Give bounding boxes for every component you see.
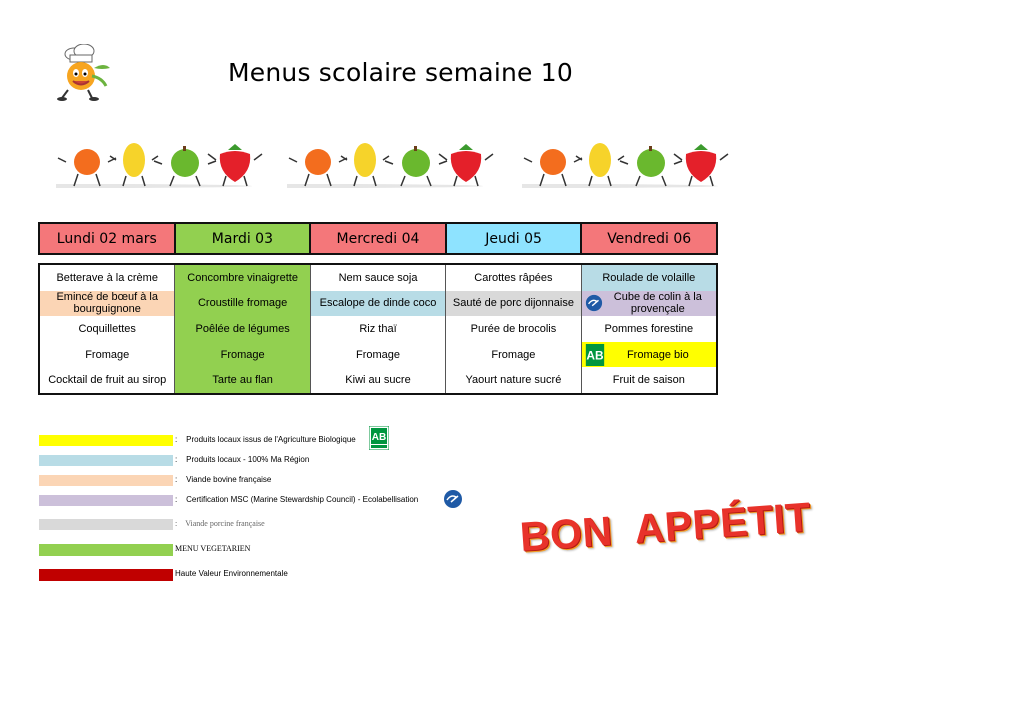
legend-swatch — [39, 519, 173, 530]
menu-cell: Carottes râpées — [446, 265, 580, 291]
menu-cell: Nem sauce soja — [311, 265, 445, 291]
dancing-fruits-illustration — [287, 140, 501, 190]
menu-column-monday — [40, 265, 175, 393]
day-header-friday: Vendredi 06 — [582, 224, 716, 253]
svg-text:AB: AB — [586, 348, 604, 363]
menu-cell: Yaourt nature sucré — [446, 367, 580, 393]
menu-cell: Cube de colin à la provençale — [582, 291, 716, 317]
menu-table — [38, 263, 718, 395]
ab-logo-icon — [369, 426, 389, 450]
legend-row-msc — [38, 495, 478, 507]
legend-row-bovine — [38, 475, 478, 487]
menu-cell: Betterave à la crème — [40, 265, 174, 291]
menu-cell: Riz thaï — [311, 316, 445, 342]
menu-cell: Pommes forestine — [582, 316, 716, 342]
day-header-row — [38, 222, 718, 255]
menu-column-friday — [582, 265, 716, 393]
menu-cell: Fromage — [311, 342, 445, 368]
legend-row-region — [38, 455, 478, 467]
legend-swatch — [39, 495, 173, 506]
menu-cell: Concombre vinaigrette — [175, 265, 309, 291]
legend-label: MENU VEGETARIEN — [175, 544, 251, 553]
legend-label: : Certification MSC (Marine Stewardship Council) - Ecolabellisation — [175, 495, 419, 504]
menu-cell: Coquillettes — [40, 316, 174, 342]
menu-cell: Roulade de volaille — [582, 265, 716, 291]
legend-row-bio — [38, 435, 478, 447]
menu-cell: Kiwi au sucre — [311, 367, 445, 393]
bon-appetit-banner: BON APPÉTIT — [518, 493, 813, 560]
msc-logo-icon — [585, 294, 603, 312]
legend-swatch — [39, 455, 173, 466]
menu-column-tuesday — [175, 265, 310, 393]
day-header-tuesday: Mardi 03 — [176, 224, 312, 253]
menu-cell: Sauté de porc dijonnaise — [446, 291, 580, 317]
menu-cell: Croustille fromage — [175, 291, 309, 317]
menu-cell: Fromage — [40, 342, 174, 368]
menu-cell: Emincé de bœuf à la bourguignone — [40, 291, 174, 317]
menu-column-wednesday — [311, 265, 446, 393]
menu-cell: Poêlée de légumes — [175, 316, 309, 342]
menu-column-thursday — [446, 265, 581, 393]
day-header-wednesday: Mercredi 04 — [311, 224, 447, 253]
menu-cell: Cocktail de fruit au sirop — [40, 367, 174, 393]
day-header-thursday: Jeudi 05 — [447, 224, 583, 253]
legend-swatch — [39, 569, 173, 581]
legend-label: : Produits locaux - 100% Ma Région — [175, 455, 310, 464]
legend-label: Haute Valeur Environnementale — [175, 569, 288, 578]
dancing-fruits-illustration — [56, 140, 270, 190]
svg-text:AB: AB — [371, 432, 387, 443]
legend-row-hve — [38, 569, 478, 581]
legend-row-porcine — [38, 519, 478, 531]
menu-cell: Escalope de dinde coco — [311, 291, 445, 317]
day-header-monday: Lundi 02 mars — [40, 224, 176, 253]
legend-label: : Viande porcine française — [175, 519, 265, 528]
dancing-fruits-illustration — [522, 140, 736, 190]
legend-label: : Viande bovine française — [175, 475, 272, 484]
legend-swatch — [39, 435, 173, 446]
menu-cell: Fromage — [175, 342, 309, 368]
menu-cell: AB Fromage bio — [582, 342, 716, 368]
legend-row-vegetarien — [38, 544, 478, 556]
menu-cell: Fruit de saison — [582, 367, 716, 393]
menu-cell: Tarte au flan — [175, 367, 309, 393]
page-title: Menus scolaire semaine 10 — [228, 58, 573, 87]
menu-cell: Fromage — [446, 342, 580, 368]
msc-logo-icon — [443, 489, 463, 509]
legend-label: : Produits locaux issus de l'Agriculture Biologique — [175, 435, 356, 444]
ab-logo-icon — [585, 344, 605, 366]
chef-orange-mascot-icon — [54, 44, 114, 104]
menu-cell: Purée de brocolis — [446, 316, 580, 342]
legend-swatch — [39, 544, 173, 556]
legend-swatch — [39, 475, 173, 486]
